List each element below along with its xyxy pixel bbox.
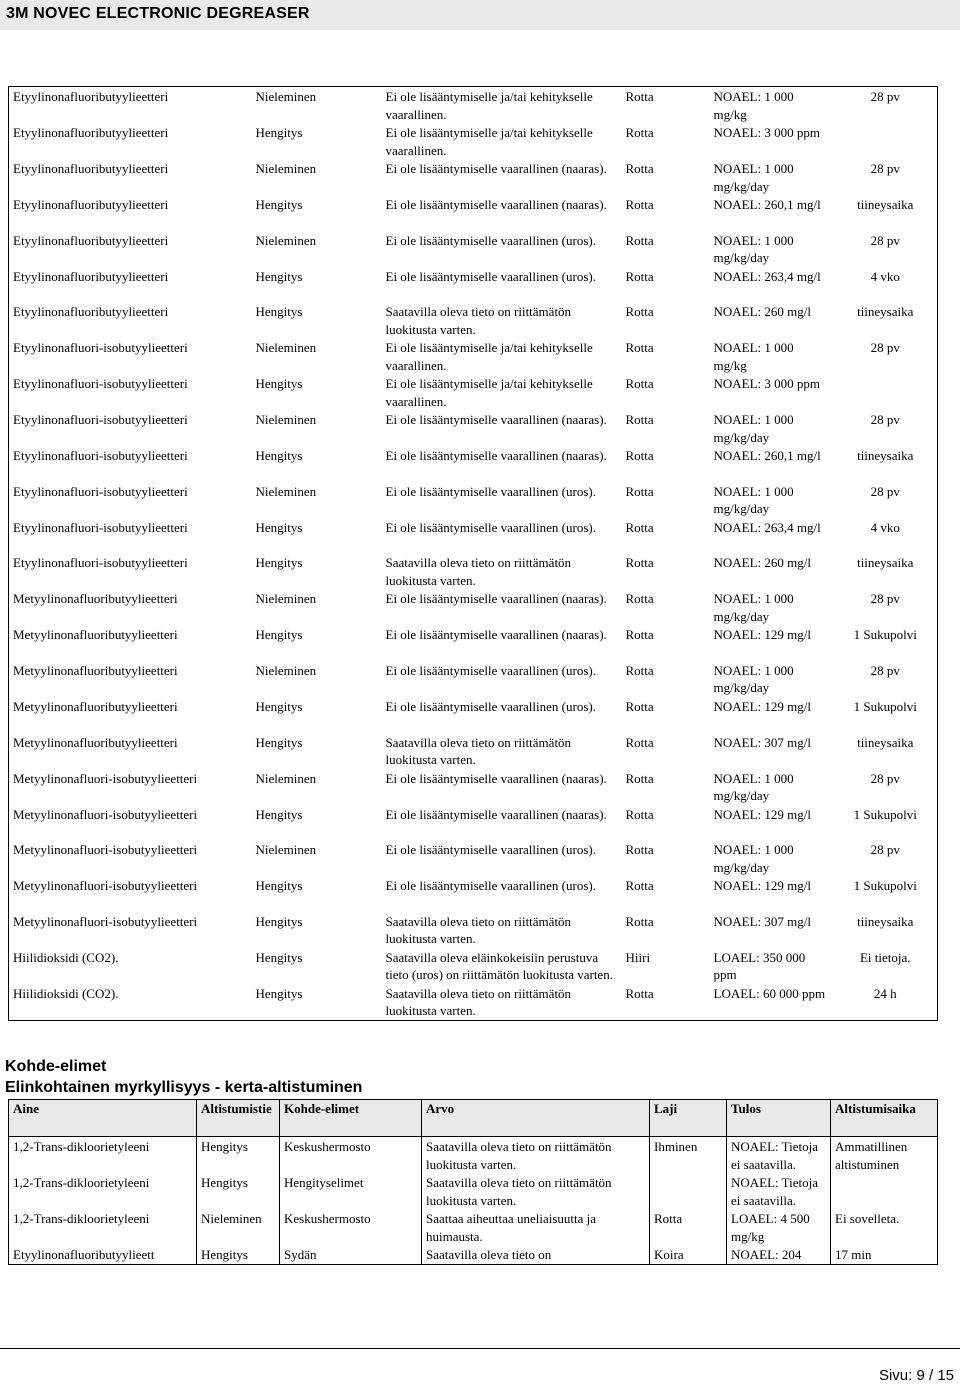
table-cell: Ei ole lisääntymiselle vaarallinen (uros).: [385, 842, 596, 858]
table-cell: NOAEL: 1 000 mg/kg: [713, 89, 794, 122]
table-cell: Rotta: [625, 376, 654, 392]
table-cell: Ei ole lisääntymiselle vaarallinen (naaras).: [385, 412, 607, 428]
table-cell: Rotta: [625, 161, 654, 176]
table-cell: Metyylinonafluoributyylieetteri: [13, 662, 178, 678]
table-cell: Ei ole lisääntymiselle ja/tai kehitykselle vaarallinen.: [385, 376, 593, 409]
table-cell: Saattaa aiheuttaa uneliaisuutta ja huimausta.: [422, 1209, 650, 1245]
table-cell: Ei ole lisääntymiselle ja/tai kehitykselle vaarallinen.: [385, 89, 593, 122]
column-header: Kohde-elimet: [280, 1100, 422, 1137]
table-cell: NOAEL: 307 mg/l: [713, 913, 811, 929]
table-row: [9, 338, 938, 374]
table-cell: Rotta: [625, 519, 654, 535]
table-cell: NOAEL: 1 000 mg/kg/day: [713, 483, 794, 517]
table-cell: Rotta: [625, 268, 654, 284]
table-cell: NOAEL: 3 000 ppm: [713, 376, 821, 392]
table-cell: Keskushermosto: [280, 1209, 422, 1245]
table-cell: 28 pv: [870, 161, 900, 176]
table-cell: Ei ole lisääntymiselle vaarallinen (naaras).: [385, 627, 607, 643]
section-heading-kohde-elimet: Kohde-elimet: [5, 1058, 107, 1075]
table-cell: Rotta: [625, 591, 654, 607]
table-cell: Etyylinonafluori-isobutyylieetteri: [13, 483, 188, 499]
table-cell: 28 pv: [870, 770, 900, 786]
table-row: [9, 267, 938, 303]
table-cell: 4 vko: [870, 268, 900, 284]
table-cell: Hengitys: [255, 197, 303, 212]
table-cell: NOAEL: 129 mg/l: [713, 806, 811, 822]
table-cell: Etyylinonafluoributyylieetteri: [13, 197, 169, 212]
table-cell: NOAEL: 1 000 mg/kg/day: [713, 591, 794, 624]
table-row: [9, 1137, 938, 1174]
table-cell: Ei ole lisääntymiselle vaarallinen (uros).: [385, 878, 596, 894]
table-cell: Ei ole lisääntymiselle vaarallinen (uros).: [385, 698, 596, 714]
table-cell: [834, 374, 938, 410]
table-cell: NOAEL: 129 mg/l: [713, 627, 811, 643]
table-row: [9, 589, 938, 625]
column-header: Altistumistie: [197, 1100, 280, 1137]
table-cell: Hengitys: [255, 949, 303, 965]
table-row: [9, 876, 938, 912]
table-cell: Ei ole lisääntymiselle vaarallinen (naaras).: [385, 197, 607, 212]
table-cell: Ei ole lisääntymiselle ja/tai kehitykselle vaarallinen.: [385, 125, 593, 158]
table-cell: Saatavilla oleva tieto on: [422, 1245, 650, 1264]
table-cell: NOAEL: 260 mg/l: [713, 304, 811, 320]
table-cell: [834, 123, 938, 159]
table-cell: Rotta: [625, 125, 654, 140]
table-cell: Nieleminen: [255, 412, 317, 428]
table-cell: 17 min: [831, 1245, 938, 1264]
table-cell: Etyylinonafluori-isobutyylieetteri: [13, 412, 188, 428]
table-cell: Saatavilla oleva tieto on riittämätön luokitusta varten.: [385, 734, 572, 768]
table-cell: 28 pv: [870, 483, 900, 499]
table-cell: Metyylinonafluori-isobutyylieetteri: [13, 842, 198, 858]
table-row: [9, 374, 938, 410]
table-cell: Hengitys: [255, 985, 303, 1001]
table-cell: 1 Sukupolvi: [853, 878, 917, 894]
section-heading-kerta-altistuminen: Elinkohtainen myrkyllisyys - kerta-altistuminen: [5, 1079, 363, 1096]
table-cell: tiineysaika: [857, 734, 914, 750]
column-header: Laji: [650, 1100, 727, 1137]
table-cell: [831, 1173, 938, 1209]
table-row: [9, 769, 938, 805]
table-cell: Ei ole lisääntymiselle vaarallinen (naaras).: [385, 806, 607, 822]
table-cell: Etyylinonafluoributyylieetteri: [13, 161, 169, 176]
table-row: [9, 123, 938, 159]
table-cell: Etyylinonafluoributyylieetteri: [13, 125, 169, 140]
table-cell: NOAEL: 3 000 ppm: [713, 125, 821, 140]
table-cell: NOAEL: 307 mg/l: [713, 734, 811, 750]
table-cell: tiineysaika: [857, 913, 914, 929]
table-cell: Etyylinonafluori-isobutyylieetteri: [13, 340, 188, 356]
table-cell: Rotta: [625, 412, 654, 428]
table-cell: 1,2-Trans-dikloorietyleeni: [9, 1137, 197, 1174]
table-row: [9, 410, 938, 446]
table-cell: Hengitys: [255, 376, 303, 392]
table-cell: tiineysaika: [857, 197, 914, 212]
table-cell: Rotta: [625, 770, 654, 786]
table-row: [9, 805, 938, 841]
table-cell: Rotta: [650, 1209, 727, 1245]
table-cell: Rotta: [625, 448, 654, 464]
footer-divider: [0, 1348, 960, 1349]
table-cell: Saatavilla oleva tieto on riittämätön luokitusta varten.: [385, 304, 572, 337]
table-cell: Hengitys: [255, 734, 303, 750]
table-cell: 1 Sukupolvi: [853, 806, 917, 822]
table-row: [9, 661, 938, 697]
table-cell: NOAEL: 260,1 mg/l: [713, 448, 821, 464]
table-row: [9, 733, 938, 769]
table-cell: [650, 1173, 727, 1209]
table-cell: Rotta: [625, 842, 654, 858]
table-cell: 28 pv: [870, 842, 900, 858]
table-cell: Rotta: [625, 698, 654, 714]
table-row: [9, 159, 938, 195]
table-cell: Rotta: [625, 662, 654, 678]
table-cell: Saatavilla oleva eläinkokeisiin perustuva tieto (uros) on riittämätön luokitusta varten.: [385, 949, 613, 983]
table-cell: Metyylinonafluoributyylieetteri: [13, 591, 178, 607]
table-cell: NOAEL: 204: [727, 1245, 831, 1264]
table-cell: Nieleminen: [255, 662, 317, 678]
table-cell: Koira: [650, 1245, 727, 1264]
table-cell: Saatavilla oleva tieto on riittämätön luokitusta varten.: [385, 985, 572, 1019]
table-cell: Nieleminen: [255, 483, 317, 499]
table-row: [9, 482, 938, 518]
table-cell: Etyylinonafluoributyylieetteri: [13, 89, 169, 104]
table-cell: 1 Sukupolvi: [853, 627, 917, 643]
table-cell: Ei ole lisääntymiselle vaarallinen (uros).: [385, 519, 596, 535]
table-cell: Hiiri: [625, 949, 651, 965]
table-cell: LOAEL: 60 000 ppm: [713, 985, 826, 1001]
table-cell: Hengitys: [255, 125, 303, 140]
table-cell: NOAEL: 1 000 mg/kg: [713, 340, 794, 373]
table-row: [9, 231, 938, 267]
table-cell: NOAEL: Tietoja ei saatavilla.: [727, 1173, 831, 1209]
table-cell: NOAEL: 1 000 mg/kg/day: [713, 770, 794, 804]
table-cell: NOAEL: 1 000 mg/kg/day: [713, 662, 794, 696]
table-row: [9, 195, 938, 231]
table-cell: Ei ole lisääntymiselle vaarallinen (uros).: [385, 662, 596, 678]
table-cell: Ei ole lisääntymiselle vaarallinen (naaras).: [385, 448, 607, 464]
table-cell: Metyylinonafluori-isobutyylieetteri: [13, 913, 198, 929]
table-cell: 24 h: [873, 985, 897, 1001]
table-cell: Rotta: [625, 913, 654, 929]
table-row: [9, 625, 938, 661]
table-cell: Nieleminen: [255, 842, 317, 858]
table-row: [9, 302, 938, 338]
table-cell: Ei ole lisääntymiselle vaarallinen (naaras).: [385, 161, 607, 176]
table-cell: tiineysaika: [857, 555, 914, 571]
table-cell: Sydän: [280, 1245, 422, 1264]
table-cell: Hengitys: [255, 698, 303, 714]
table-cell: Hengitys: [255, 913, 303, 929]
table-cell: Rotta: [625, 878, 654, 894]
table-cell: Rotta: [625, 483, 654, 499]
table-row: [9, 446, 938, 482]
table-cell: 28 pv: [870, 412, 900, 428]
table-cell: Rotta: [625, 304, 654, 320]
table-cell: tiineysaika: [857, 448, 914, 464]
table-row: [9, 553, 938, 589]
table-cell: Rotta: [625, 627, 654, 643]
table-cell: Hengitys: [197, 1245, 280, 1264]
table-cell: Nieleminen: [255, 591, 317, 607]
column-header: Altistumisaika: [831, 1100, 938, 1137]
table-cell: Nieleminen: [255, 770, 317, 786]
table-cell: NOAEL: 260,1 mg/l: [713, 197, 821, 212]
table-cell: 1 Sukupolvi: [853, 698, 917, 714]
table-cell: Metyylinonafluori-isobutyylieetteri: [13, 770, 198, 786]
table-cell: 1,2-Trans-dikloorietyleeni: [9, 1173, 197, 1209]
table-cell: Nieleminen: [255, 232, 317, 248]
table-cell: Rotta: [625, 197, 654, 212]
table-cell: Hengitys: [197, 1137, 280, 1174]
table-cell: Rotta: [625, 985, 654, 1001]
table-row: [9, 1209, 938, 1245]
table-cell: Hengitys: [255, 268, 303, 284]
table-cell: Ihminen: [650, 1137, 727, 1174]
table-cell: Nieleminen: [197, 1209, 280, 1245]
table-row: [9, 840, 938, 876]
table-cell: Ei ole lisääntymiselle vaarallinen (uros).: [385, 483, 596, 499]
table-cell: NOAEL: 129 mg/l: [713, 878, 811, 894]
table-cell: Metyylinonafluoributyylieetteri: [13, 698, 178, 714]
table-cell: Saatavilla oleva tieto on riittämätön luokitusta varten.: [385, 913, 572, 947]
table-cell: Ei ole lisääntymiselle vaarallinen (uros).: [385, 268, 596, 284]
table-cell: Hengitys: [255, 806, 303, 822]
table-cell: Saatavilla oleva tieto on riittämätön luokitusta varten.: [385, 555, 572, 588]
column-header: Aine: [9, 1100, 197, 1137]
table-cell: 4 vko: [870, 519, 900, 535]
table-cell: NOAEL: 1 000 mg/kg/day: [713, 161, 794, 194]
table-cell: Metyylinonafluori-isobutyylieetteri: [13, 878, 198, 894]
table-cell: Hengityselimet: [280, 1173, 422, 1209]
single-exposure-target-organ-table: [8, 1099, 938, 1265]
table-cell: Ei sovelleta.: [831, 1209, 938, 1245]
reproductive-toxicity-table: [8, 86, 938, 1021]
column-header: Arvo: [422, 1100, 650, 1137]
table-cell: Ei ole lisääntymiselle vaarallinen (naaras).: [385, 770, 607, 786]
table-cell: Etyylinonafluoributyylieetteri: [13, 232, 169, 248]
table-cell: Ei ole lisääntymiselle ja/tai kehitykselle vaarallinen.: [385, 340, 593, 373]
table-row: [9, 518, 938, 554]
table-cell: Etyylinonafluori-isobutyylieetteri: [13, 448, 188, 464]
page-number: Sivu: 9 / 15: [878, 1367, 954, 1384]
table-cell: 28 pv: [870, 591, 900, 607]
table-cell: Hiilidioksidi (CO2).: [13, 985, 119, 1001]
table-cell: Ammatillinen altistuminen: [831, 1137, 938, 1174]
table-cell: NOAEL: Tietoja ei saatavilla.: [727, 1137, 831, 1174]
table-cell: 28 pv: [870, 340, 900, 356]
table-cell: Etyylinonafluoributyylieett: [9, 1245, 197, 1264]
document-title: 3M NOVEC ELECTRONIC DEGREASER: [6, 5, 310, 22]
table-cell: LOAEL: 350 000 ppm: [713, 949, 806, 983]
table-cell: NOAEL: 1 000 mg/kg/day: [713, 232, 794, 266]
table-cell: Rotta: [625, 734, 654, 750]
table-cell: tiineysaika: [857, 304, 914, 320]
table-row: [9, 912, 938, 948]
table-cell: 28 pv: [870, 662, 900, 678]
table-cell: Hengitys: [255, 519, 303, 535]
table-cell: NOAEL: 263,4 mg/l: [713, 268, 821, 284]
table-cell: Ei ole lisääntymiselle vaarallinen (naaras).: [385, 591, 607, 607]
table-cell: Hiilidioksidi (CO2).: [13, 949, 119, 965]
table-cell: Rotta: [625, 806, 654, 822]
table-cell: Nieleminen: [255, 161, 317, 176]
table-cell: Nieleminen: [255, 89, 317, 104]
table-cell: Rotta: [625, 340, 654, 356]
table-cell: Keskushermosto: [280, 1137, 422, 1174]
table-cell: LOAEL: 4 500 mg/kg: [727, 1209, 831, 1245]
table-cell: Etyylinonafluori-isobutyylieetteri: [13, 555, 188, 571]
table-cell: Etyylinonafluori-isobutyylieetteri: [13, 376, 188, 392]
table-cell: Metyylinonafluori-isobutyylieetteri: [13, 806, 198, 822]
table-cell: NOAEL: 1 000 mg/kg/day: [713, 842, 794, 875]
table-row: [9, 984, 938, 1021]
table-cell: 28 pv: [870, 232, 900, 248]
document-header: [0, 0, 960, 30]
table-cell: Rotta: [625, 232, 654, 248]
table-cell: Hengitys: [197, 1173, 280, 1209]
table-cell: Nieleminen: [255, 340, 317, 356]
table-cell: Etyylinonafluoributyylieetteri: [13, 304, 169, 320]
table-cell: NOAEL: 260 mg/l: [713, 555, 811, 571]
table-cell: NOAEL: 263,4 mg/l: [713, 519, 821, 535]
table-row: [9, 1245, 938, 1264]
table-cell: Rotta: [625, 555, 654, 571]
table-cell: Saatavilla oleva tieto on riittämätön luokitusta varten.: [422, 1173, 650, 1209]
table-cell: Hengitys: [255, 627, 303, 643]
table-cell: Metyylinonafluoributyylieetteri: [13, 734, 178, 750]
column-header: Tulos: [727, 1100, 831, 1137]
table-cell: 1,2-Trans-dikloorietyleeni: [9, 1209, 197, 1245]
table-cell: 28 pv: [870, 89, 900, 104]
table-cell: Hengitys: [255, 878, 303, 894]
table-cell: Hengitys: [255, 448, 303, 464]
table-cell: Metyylinonafluoributyylieetteri: [13, 627, 178, 643]
table-cell: NOAEL: 1 000 mg/kg/day: [713, 412, 794, 445]
table-cell: Hengitys: [255, 555, 303, 571]
table-cell: Hengitys: [255, 304, 303, 320]
table-cell: Ei ole lisääntymiselle vaarallinen (uros).: [385, 232, 596, 248]
table-cell: Saatavilla oleva tieto on riittämätön luokitusta varten.: [422, 1137, 650, 1174]
table-cell: NOAEL: 129 mg/l: [713, 698, 811, 714]
table-cell: Ei tietoja.: [859, 949, 911, 965]
table-row: [9, 1173, 938, 1209]
table-cell: Rotta: [625, 89, 654, 104]
table-cell: Etyylinonafluori-isobutyylieetteri: [13, 519, 188, 535]
table-row: [9, 87, 938, 124]
table-row: [9, 697, 938, 733]
table-cell: Etyylinonafluoributyylieetteri: [13, 268, 169, 284]
table-row: [9, 948, 938, 984]
